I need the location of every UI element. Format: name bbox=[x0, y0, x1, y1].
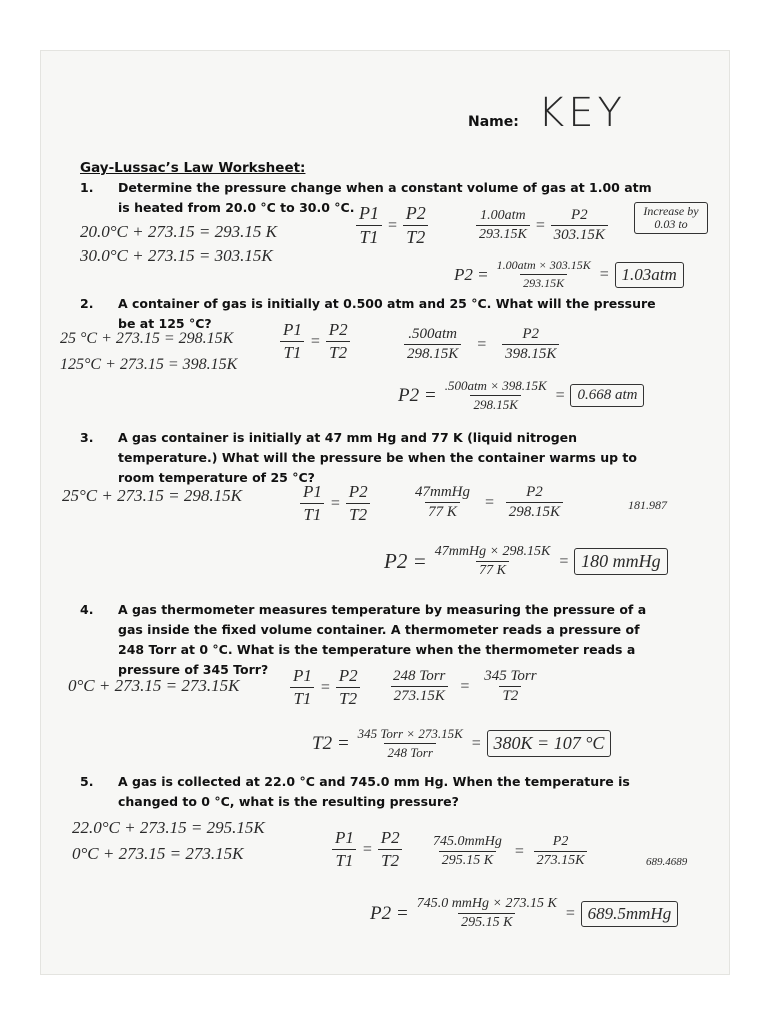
question-text-5: A gas is collected at 22.0 °C and 745.0 mm Hg. When the temperature is changed to 0 °C, what is the resulting pressure? bbox=[118, 774, 630, 809]
question-number-2: 2. bbox=[80, 296, 94, 311]
q4-conversion-1: 0°C + 273.15 = 273.15K bbox=[68, 676, 240, 695]
q2-solution: P2 = $\frac{\text{.500atm × 398.15K}}{298.15K}$ = 0.668 atm bbox=[398, 378, 644, 413]
q4-law-equation: $\frac{P1}{T1}$ = $\frac{P2}{T2}$ bbox=[290, 666, 361, 709]
q2-answer-box: 0.668 atm bbox=[570, 384, 644, 407]
q1-solution: P2 = $\frac{\text{1.00atm × 303.15K}}{293.15K}$ = 1.03atm bbox=[454, 258, 684, 291]
question-text-2: A container of gas is initially at 0.500 atm and 25 °C. What will the pressure be at 125 °C? bbox=[118, 296, 656, 331]
q3-answer-box: 180 mmHg bbox=[574, 548, 668, 575]
q5-solution: P2 = $\frac{\text{745.0 mmHg × 273.15 K}}{295.15 K}$ = 689.5mmHg bbox=[370, 896, 678, 931]
question-text-1: Determine the pressure change when a constant volume of gas at 1.00 atm is heated from 20.0 °C to 30.0 °C. bbox=[118, 180, 652, 215]
q3-conversion-1: 25°C + 273.15 = 298.15K bbox=[62, 486, 242, 505]
q4-solution: T2 = $\frac{\text{345 Torr × 273.15K}}{\text{248 Torr}}$ = 380K = 107 °C bbox=[312, 726, 611, 761]
q2-conversion-2: 125°C + 273.15 = 398.15K bbox=[60, 356, 238, 373]
q2-substitution: $\frac{\text{.500atm}}{298.15K}$ = $\frac{P2}{398.15K}$ bbox=[404, 326, 559, 363]
q1-substitution: $\frac{\text{1.00atm}}{293.15K}$ = $\frac{P2}{303.15K}$ bbox=[476, 207, 608, 244]
question-number-1: 1. bbox=[80, 180, 94, 195]
question-text-3: A gas container is initially at 47 mm Hg and 77 K (liquid nitrogen temperature.) What will the pressure be when the container warms up to room temperature of 25 °C? bbox=[118, 430, 637, 485]
q4-answer-box: 380K = 107 °C bbox=[487, 730, 612, 757]
q3-solution: P2 = $\frac{\text{47mmHg × 298.15K}}{77 K}$ = 180 mmHg bbox=[384, 544, 668, 579]
q2-law-equation: $\frac{P1}{T1}$ = $\frac{P2}{T2}$ bbox=[280, 320, 351, 363]
q5-conversion-1: 22.0°C + 273.15 = 295.15K bbox=[72, 818, 265, 837]
question-number-4: 4. bbox=[80, 602, 94, 617]
question-text-4: A gas thermometer measures temperature by measuring the pressure of a gas inside the fixed volume container. A thermometer reads a pressure of 248 Torr at 0 °C. What is the temperature when the thermometer reads a pressure of 345 Torr? bbox=[118, 602, 647, 677]
q5-conversion-2: 0°C + 273.15 = 273.15K bbox=[72, 844, 244, 863]
q4-substitution: $\frac{\text{248 Torr}}{273.15K}$ = $\frac{\text{345 Torr}}{T2}$ bbox=[390, 668, 540, 705]
question-number-3: 3. bbox=[80, 430, 94, 445]
name-label: Name: bbox=[468, 114, 519, 130]
worksheet-title: Gay-Lussac’s Law Worksheet: bbox=[80, 160, 306, 176]
question-number-5: 5. bbox=[80, 774, 94, 789]
q2-conversion-1: 25 °C + 273.15 = 298.15K bbox=[60, 330, 234, 347]
name-value: KEY bbox=[538, 90, 626, 136]
q1-conversion-1: 20.0°C + 273.15 = 293.15 K bbox=[80, 222, 277, 241]
q3-scratch-value: 181.987 bbox=[628, 498, 667, 512]
q5-substitution: $\frac{\text{745.0mmHg}}{295.15 K}$ = $\frac{P2}{273.15K}$ bbox=[430, 834, 587, 869]
q5-answer-box: 689.5mmHg bbox=[581, 901, 679, 927]
worksheet-page bbox=[40, 50, 730, 975]
q1-conversion-2: 30.0°C + 273.15 = 303.15K bbox=[80, 246, 273, 265]
q1-note-box: Increase by 0.03 to bbox=[634, 202, 708, 234]
q5-law-equation: $\frac{P1}{T1}$ = $\frac{P2}{T2}$ bbox=[332, 828, 403, 871]
q3-law-equation: $\frac{P1}{T1}$ = $\frac{P2}{T2}$ bbox=[300, 482, 371, 525]
q5-scratch-value: 689.4689 bbox=[646, 856, 688, 868]
q1-answer-box: 1.03atm bbox=[615, 262, 684, 288]
q3-substitution: $\frac{\text{47mmHg}}{77 K}$ = $\frac{P2}{298.15K}$ bbox=[412, 484, 563, 521]
q1-law-equation: $\frac{P1}{T1}$ = $\frac{P2}{T2}$ bbox=[356, 203, 429, 248]
